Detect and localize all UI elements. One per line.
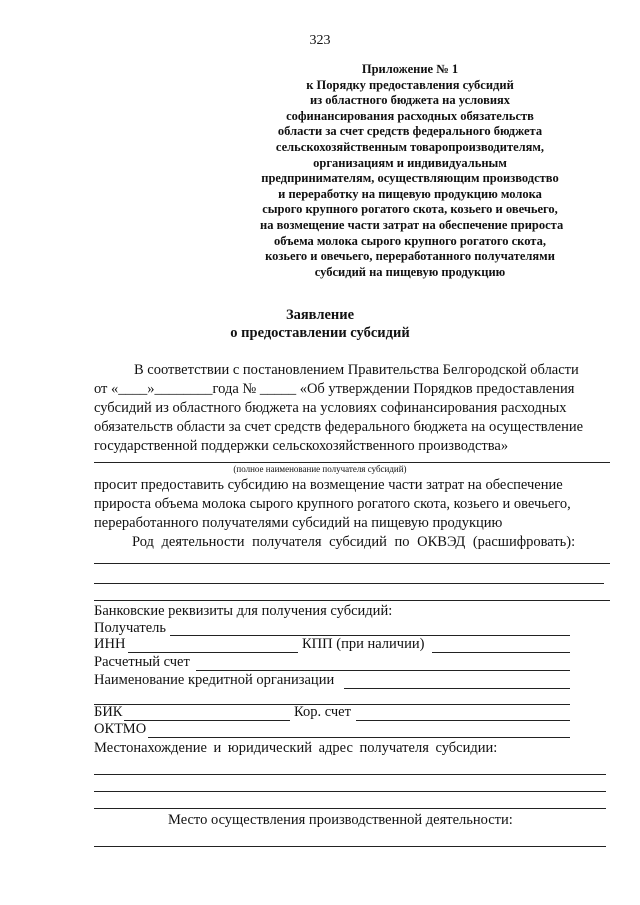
address-label: Местонахождение и юридический адрес получателя субсидии: (94, 740, 498, 756)
intro-paragraph (94, 361, 614, 456)
appendix-line: козьего и овечьего, переработанного получателями (265, 249, 555, 264)
appendix-line: софинансирования расходных обязательств (286, 108, 534, 123)
recipient-caption: (полное наименование получателя субсидий) (233, 464, 407, 474)
intro-line: В соответствии с постановлением Правительства Белгородской области (134, 362, 579, 378)
appendix-line: к Порядку предоставления субсидий (306, 77, 514, 92)
appendix-line: объема молока сырого крупного рогатого скота, (274, 233, 546, 248)
request-line: прироста объема молока сырого крупного рогатого скота, козьего и овечьего, (94, 496, 571, 512)
address-field-1[interactable] (94, 774, 606, 775)
title-line-1: Заявление (285, 307, 355, 323)
intro-line: субсидий из областного бюджета на условиях софинансирования расходных (94, 400, 567, 416)
oktmo-label: ОКТМО (94, 721, 147, 737)
request-line: просит предоставить субсидию на возмещение части затрат на обеспечение (94, 477, 563, 493)
corr-account-label: Кор. счет (294, 704, 351, 720)
appendix-line: из областного бюджета на условиях (309, 93, 511, 108)
bank-details-heading: Банковские реквизиты для получения субсидий: (94, 603, 393, 619)
appendix-line: на возмещение части затрат на обеспечение прироста (260, 217, 564, 232)
production-place-label: Место осуществления производственной деятельности: (168, 812, 513, 828)
credit-org-field[interactable] (344, 688, 570, 689)
appendix-line: Приложение № 1 (361, 62, 459, 76)
okved-field-1[interactable] (94, 563, 610, 564)
recipient-label: Получатель (94, 620, 166, 636)
okved-field-2[interactable] (94, 583, 604, 584)
inn-label: ИНН (94, 636, 126, 652)
intro-line: государственной поддержки сельскохозяйственного производства» (94, 438, 509, 454)
page-number: 323 (309, 33, 331, 48)
appendix-line: организациям и индивидуальным (313, 155, 507, 170)
recipient-name-field[interactable] (94, 462, 610, 463)
appendix-line: предпринимателям, осуществляющим производство (261, 171, 559, 186)
address-field-3[interactable] (94, 808, 606, 809)
title-line-2: о предоставлении субсидий (230, 325, 410, 341)
production-place-field[interactable] (94, 846, 606, 847)
document-title (0, 306, 640, 342)
appendix-line: сельскохозяйственным товаропроизводителям, (275, 139, 545, 154)
credit-org-label: Наименование кредитной организации (94, 672, 335, 688)
appendix-line: и переработку на пищевую продукцию молока (278, 186, 542, 201)
appendix-line: области за счет средств федерального бюджета (277, 124, 543, 139)
appendix-line: сырого крупного рогатого скота, козьего и овечьего, (262, 202, 558, 217)
kpp-label: КПП (при наличии) (302, 636, 425, 652)
inn-field[interactable] (128, 652, 298, 653)
okved-label: Род деятельности получателя субсидий по ОКВЭД (расшифровать): (132, 534, 576, 550)
corr-account-field[interactable] (356, 720, 570, 721)
account-label: Расчетный счет (94, 654, 190, 670)
oktmo-field[interactable] (148, 737, 570, 738)
appendix-header (260, 62, 564, 280)
appendix-line: субсидий на пищевую продукцию (314, 264, 506, 279)
address-field-2[interactable] (94, 791, 606, 792)
okved-field-3[interactable] (94, 600, 610, 601)
request-line: переработанного получателями субсидий на пищевую продукцию (94, 515, 503, 531)
bik-field[interactable] (124, 720, 290, 721)
kpp-field[interactable] (432, 652, 570, 653)
intro-line: от «____»________года № _____ «Об утверждении Порядков предоставления (94, 381, 575, 397)
intro-line: обязательств области за счет средств федерального бюджета на осуществление (94, 419, 584, 435)
bik-label: БИК (94, 704, 123, 720)
request-paragraph (94, 476, 614, 533)
account-field[interactable] (196, 670, 570, 671)
